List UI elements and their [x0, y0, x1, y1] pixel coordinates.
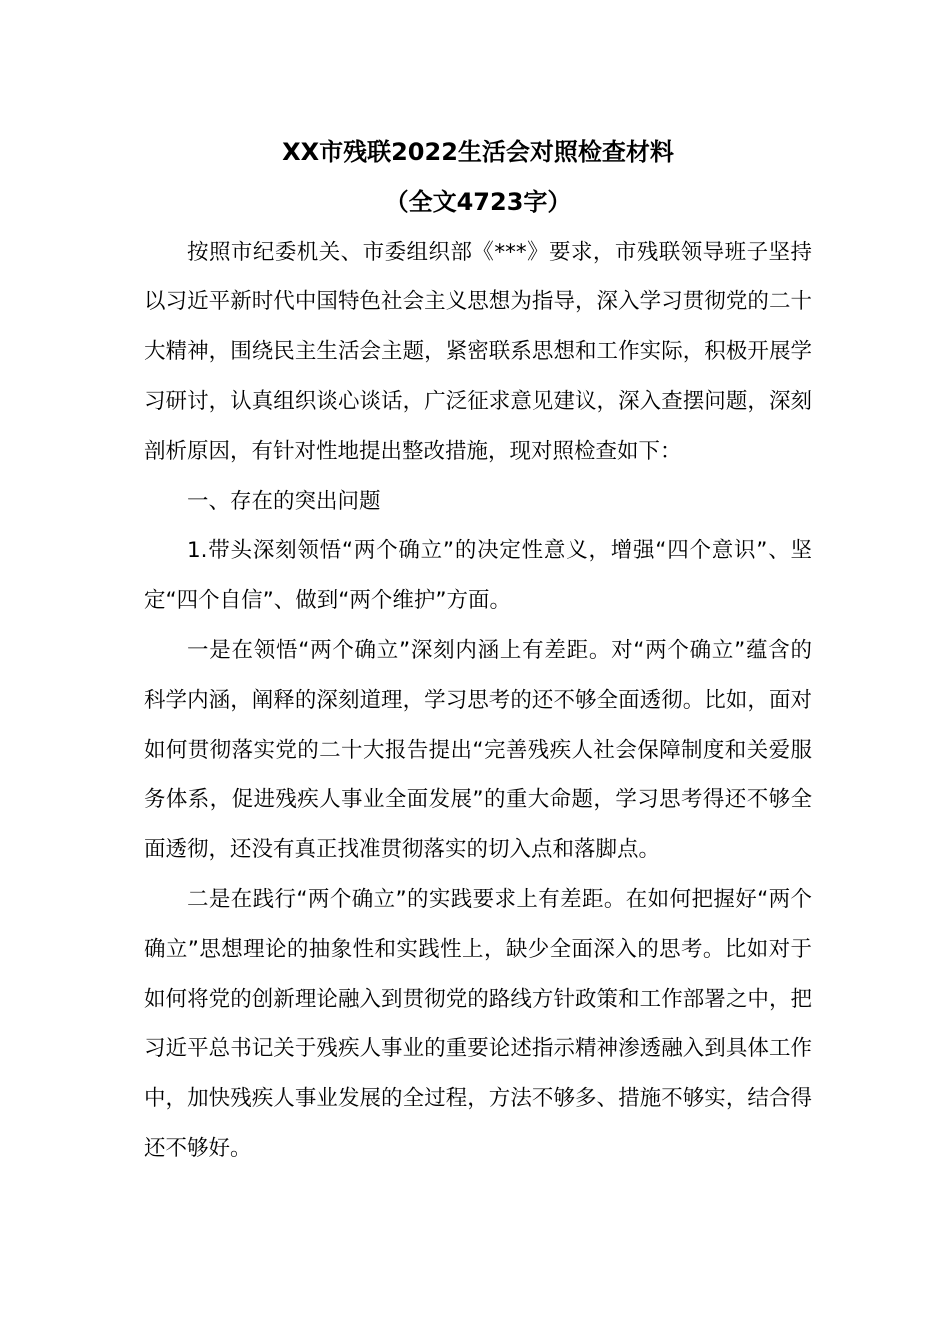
- document-subtitle: （全文4723字）: [384, 187, 572, 216]
- document-page: [144, 128, 812, 1174]
- body-paragraph-1: 一是在领悟“两个确立”深刻内涵上有差距。对“两个确立”蕴含的科学内涵，阐释的深刻道理，学习思考的还不够全面透彻。比如，面对如何贯彻落实党的二十大报告提出“完善残疾人社会保障制度和关爱服务体系，促进残疾人事业全面发展”的重大命题，学习思考得还不够全面透彻，还没有真正找准贯彻落实的切入点和落脚点。: [144, 637, 812, 863]
- section-heading: 一、存在的突出问题: [187, 488, 381, 514]
- intro-paragraph: 按照市纪委机关、市委组织部《***》要求，市残联领导班子坚持以习近平新时代中国特色社会主义思想为指导，深入学习贯彻党的二十大精神，围绕民主生活会主题，紧密联系思想和工作实际，积极开展学习研讨，认真组织谈心谈话，广泛征求意见建议，深入查摆问题，深刻剖析原因，有针对性地提出整改措施，现对照检查如下：: [144, 239, 812, 464]
- body-paragraph-2: 二是在践行“两个确立”的实践要求上有差距。在如何把握好“两个确立”思想理论的抽象性和实践性上，缺少全面深入的思考。比如对于如何将党的创新理论融入到贯彻党的路线方针政策和工作部署之中，把习近平总书记关于残疾人事业的重要论述指示精神渗透融入到具体工作中，加快残疾人事业发展的全过程，方法不够多、措施不够实，结合得还不够好。: [144, 886, 812, 1161]
- document-title: XX市残联2022生活会对照检查材料: [282, 138, 674, 166]
- subsection-heading: 1.带头深刻领悟“两个确立”的决定性意义，增强“四个意识”、坚定“四个自信”、做到“两个维护”方面。: [144, 538, 812, 614]
